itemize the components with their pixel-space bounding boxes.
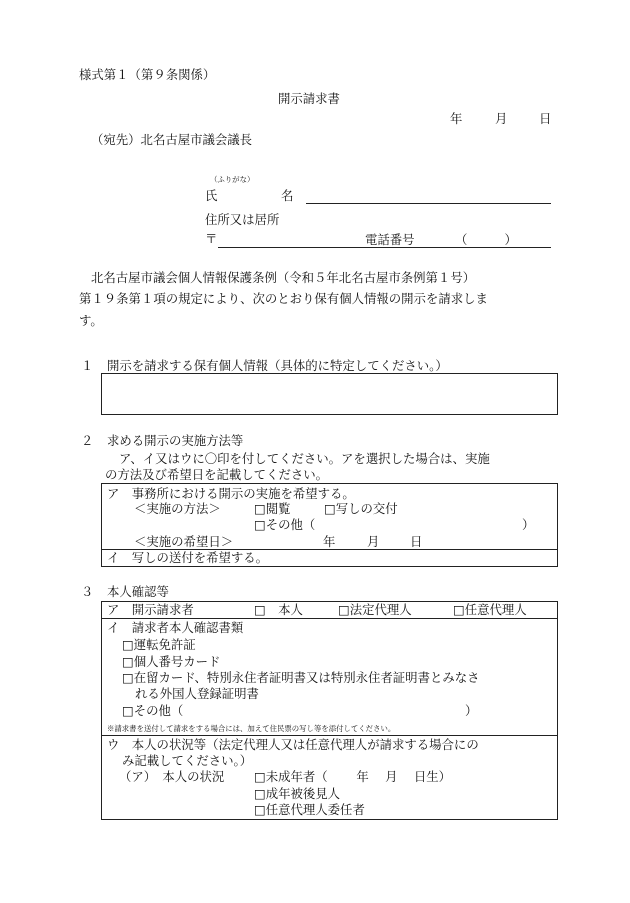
- doc-other-checkbox[interactable]: □その他（: [122, 703, 184, 718]
- section1-number: １: [81, 358, 94, 373]
- method-copy-checkbox[interactable]: □写しの交付: [324, 501, 398, 516]
- form-number: 様式第１（第９条関係）: [79, 67, 216, 82]
- status-principal-checkbox[interactable]: □任意代理人委任者: [254, 802, 365, 817]
- form-title: 開示請求書: [278, 91, 340, 106]
- option-i-mail[interactable]: イ 写しの送付を希望する。: [107, 550, 269, 565]
- intro-line-2: 第１９条第１項の規定により、次のとおり保有個人情報の開示を請求しま: [79, 291, 488, 306]
- section3-divider-2: [101, 735, 558, 736]
- desired-date-day: 日: [410, 534, 423, 549]
- method-other-close: ）: [522, 517, 535, 532]
- name-label-1: 氏: [205, 188, 218, 203]
- desired-date-month: 月: [367, 534, 380, 549]
- date-day-label: 日: [539, 111, 552, 126]
- option-a-onsite[interactable]: ア 事務所における開示の実施を希望する。: [107, 486, 355, 501]
- date-year-label: 年: [450, 111, 463, 126]
- doc-mynumber-checkbox[interactable]: □個人番号カード: [122, 654, 221, 669]
- furigana-label: （ふりがな）: [210, 175, 255, 184]
- desired-date-label: ＜実施の希望日＞: [134, 534, 234, 549]
- doc-residence-line-2: れる外国人登録証明書: [135, 686, 259, 701]
- section3-divider-1: [101, 618, 558, 619]
- date-month-label: 月: [495, 111, 508, 126]
- mail-request-note: ※請求書を送付して請求をする場合には、加えて住民票の写し等を添付してください。: [107, 724, 396, 733]
- address-label: 住所又は居所: [205, 212, 280, 227]
- method-other-checkbox[interactable]: □その他（: [254, 517, 316, 532]
- phone-paren: （ ）: [455, 232, 517, 247]
- person-status-label-1: ウ 本人の状況等（法定代理人又は任意代理人が請求する場合にの: [107, 737, 479, 752]
- intro-line-3: す。: [79, 313, 103, 328]
- section2-note-2: の方法及び希望日を記載してください。: [105, 467, 329, 482]
- addressee: （宛先）北名古屋市議会議長: [91, 132, 253, 147]
- desired-date-year: 年: [323, 534, 336, 549]
- name-label-2: 名: [281, 188, 294, 203]
- person-status-label-2: み記載してください。）: [122, 753, 253, 768]
- requester-voluntary-checkbox[interactable]: □任意代理人: [453, 602, 527, 617]
- section1-input-box[interactable]: [101, 373, 558, 415]
- postal-mark: 〒: [205, 231, 218, 246]
- doc-other-close: ）: [465, 703, 478, 718]
- doc-residence-checkbox[interactable]: □在留カード、特別永住者証明書又は特別永住者証明書とみなさ: [122, 670, 480, 685]
- section2-note-1: ア、イ又はウに〇印を付してください。アを選択した場合は、実施: [119, 451, 490, 466]
- section2-number: ２: [81, 433, 94, 448]
- status-minor-checkbox[interactable]: □未成年者（ 年 月 日生）: [254, 769, 451, 784]
- intro-line-1: 北名古屋市議会個人情報保護条例（令和５年北名古屋市条例第１号）: [91, 270, 476, 285]
- doc-license-checkbox[interactable]: □運転免許証: [122, 637, 196, 652]
- address-field[interactable]: [218, 247, 551, 248]
- id-docs-label: イ 請求者本人確認書類: [107, 620, 244, 635]
- name-field[interactable]: [306, 203, 551, 204]
- section1-label: 開示を請求する保有個人情報（具体的に特定してください。）: [107, 358, 448, 373]
- section3-number: ３: [81, 584, 94, 599]
- phone-label: 電話番号: [365, 232, 415, 247]
- section2-label: 求める開示の実施方法等: [107, 433, 244, 448]
- requester-label: ア 開示請求者: [107, 602, 194, 617]
- method-view-checkbox[interactable]: □閲覧: [254, 501, 291, 516]
- section3-label: 本人確認等: [107, 584, 169, 599]
- status-ward-checkbox[interactable]: □成年被後見人: [254, 786, 341, 801]
- requester-legal-checkbox[interactable]: □法定代理人: [338, 602, 412, 617]
- person-status-sub-label: （ア） 本人の状況: [119, 769, 225, 784]
- method-label: ＜実施の方法＞: [134, 501, 221, 516]
- requester-self-checkbox[interactable]: □ 本人: [254, 602, 303, 617]
